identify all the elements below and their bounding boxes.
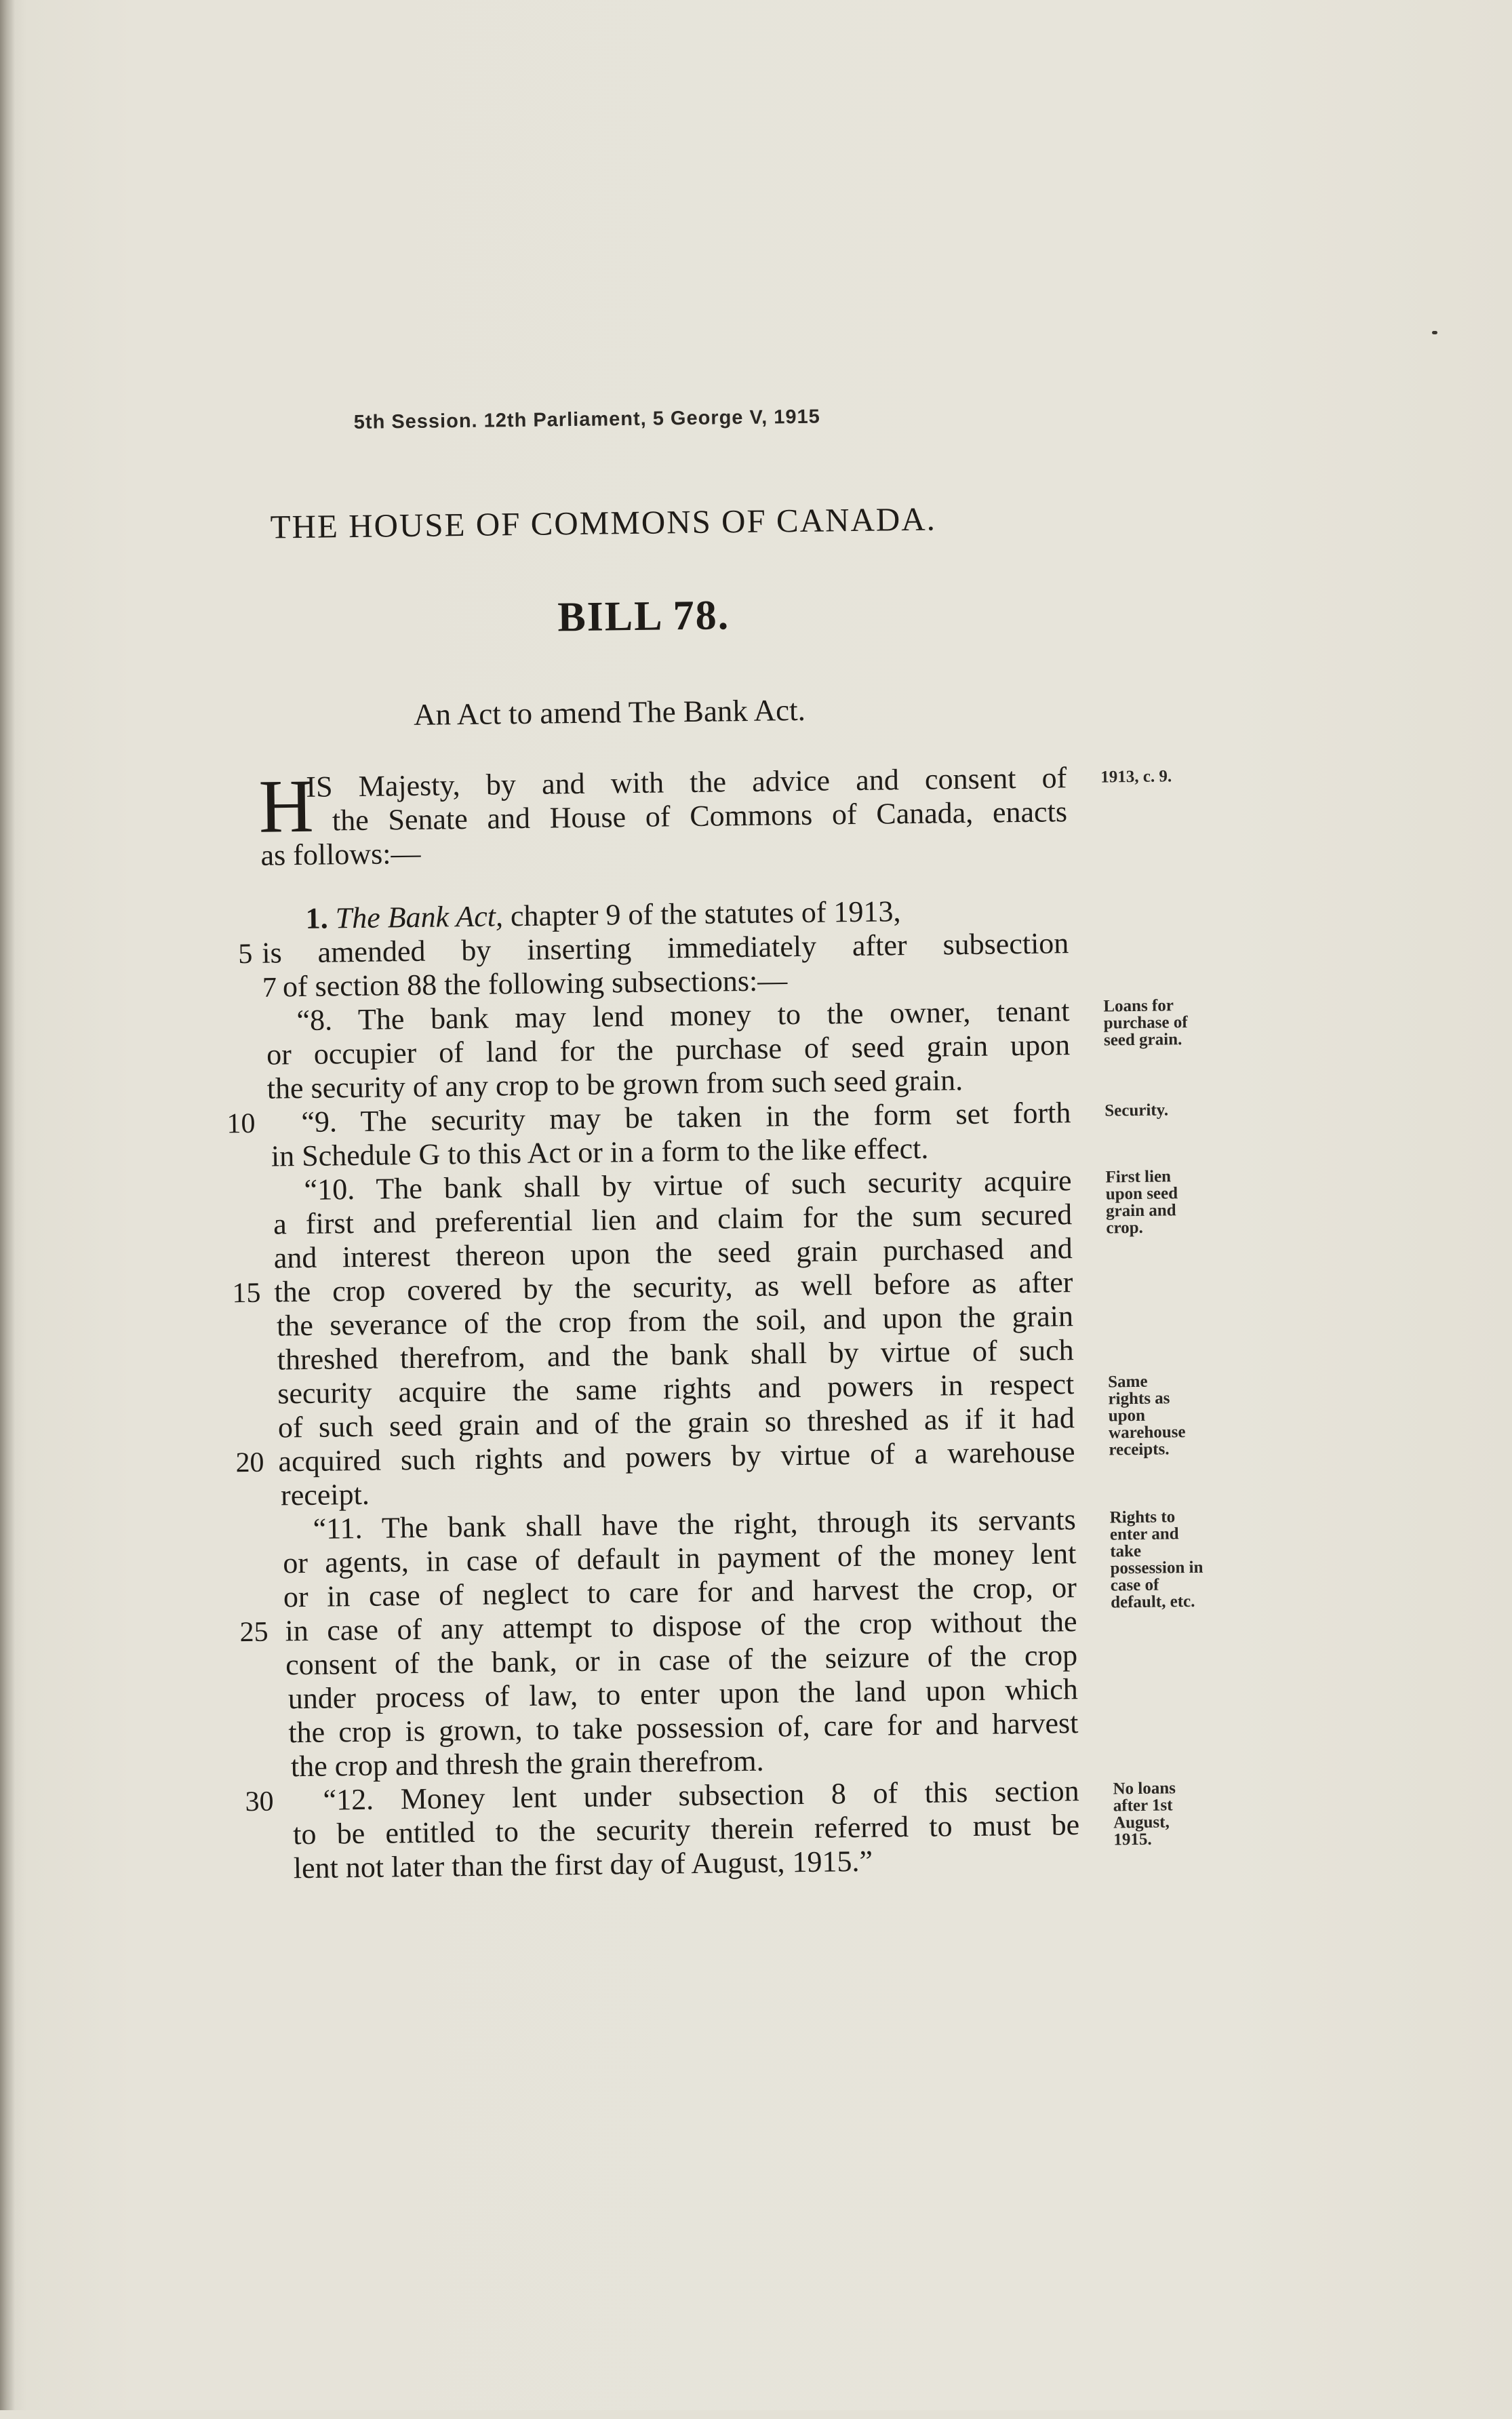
body-line: “9. The security may be taken in the form set forth (301, 1096, 1071, 1139)
margin-note-no-loans: No loans after 1st August, 1915. (1113, 1779, 1176, 1849)
body-line: security acquire the same rights and powers in respect (277, 1367, 1075, 1411)
body-line: the crop and thresh the grain therefrom. (290, 1744, 764, 1784)
margin-note-rights-enter: Rights to enter and take possession in case of default, etc. (1109, 1508, 1203, 1612)
body-line: “10. The bank shall by virtue of such security acquire (304, 1164, 1072, 1206)
body-line: of such seed grain and of the grain so threshed as if it had (277, 1401, 1075, 1444)
bill-number: BILL 78. (557, 592, 730, 641)
margin-note-statute: 1913, c. 9. (1100, 767, 1172, 787)
body-line: “11. The bank shall have the right, through its servants (313, 1503, 1076, 1546)
line-number: 25 (239, 1616, 268, 1649)
body-line: or occupier of land for the purchase of seed grain upon (266, 1028, 1071, 1071)
body-line: of section 88 the following subsections:— (282, 964, 788, 1004)
drop-cap: H (258, 764, 315, 849)
line-number: 30 (245, 1786, 274, 1818)
act-name: The Bank Act, (335, 899, 504, 935)
body-line: the crop covered by the security, as well before as after (274, 1265, 1073, 1309)
body-line: the security of any crop to be grown from such seed grain. (266, 1063, 963, 1105)
act-title: An Act to amend The Bank Act. (413, 692, 806, 732)
session-line: 5th Session. 12th Parliament, 5 George V, 1915 (353, 406, 821, 433)
line-number: 15 (232, 1277, 261, 1310)
body-line: is amended by inserting immediately after subsection (262, 926, 1069, 970)
section-1-text: chapter 9 of the statutes of 1913, (510, 894, 901, 933)
body-line: the severance of the crop from the soil, and upon the grain (276, 1299, 1074, 1343)
body-line: consent of the bank, or in case of the seizure of the crop (285, 1638, 1078, 1682)
margin-note-loans: Loans for purchase of seed grain. (1103, 996, 1188, 1050)
preamble-line-2: the Senate and House of Commons of Canada, enacts (332, 795, 1068, 838)
body-line: the crop is grown, to take possession of, care for and harvest (288, 1706, 1079, 1750)
body-line: acquired such rights and powers by virtue of a warehouse (278, 1435, 1075, 1478)
body-line: in case of any attempt to dispose of the crop without the (285, 1605, 1077, 1648)
line-number: 20 (235, 1447, 264, 1479)
body-line: under process of law, to enter upon the land upon which (287, 1672, 1078, 1716)
preamble-line-1: IS Majesty, by and with the advice and consent of (306, 761, 1067, 804)
body-line: or in case of neglect to care for and harvest the crop, or (283, 1571, 1077, 1614)
body-line: lent not later than the first day of August, 1915.” (293, 1844, 873, 1885)
body-line: to be entitled to the security therein referred to must be (292, 1808, 1080, 1851)
line-number: 7 (262, 972, 277, 1004)
margin-note-same-rights: Same rights as upon warehouse receipts. (1108, 1372, 1186, 1459)
margin-note-first-lien: First lien upon seed grain and crop. (1105, 1167, 1178, 1238)
house-title: THE HOUSE OF COMMONS OF CANADA. (270, 500, 937, 546)
line-number: 5 (238, 938, 253, 970)
body-line: “8. The bank may lend money to the owner, tenant (296, 994, 1070, 1038)
body-line: and interest thereon upon the seed grain purchased and (273, 1232, 1073, 1275)
body-line: “12. Money lent under subsection 8 of this section (323, 1774, 1079, 1817)
line-number: 10 (226, 1107, 256, 1140)
section-number: 1. (305, 901, 329, 935)
body-line: a first and preferential lien and claim for the sum secured (273, 1198, 1073, 1241)
margin-note-security: Security. (1105, 1101, 1169, 1120)
body-line: in Schedule G to this Act or in a form to the like effect. (271, 1131, 929, 1173)
body-line: receipt. (280, 1477, 370, 1512)
body-line: threshed therefrom, and the bank shall by virtue of such (277, 1333, 1074, 1377)
body-line: or agents, in case of default in payment of the money lent (283, 1537, 1077, 1580)
preamble-line-3: as follows:— (260, 836, 421, 872)
